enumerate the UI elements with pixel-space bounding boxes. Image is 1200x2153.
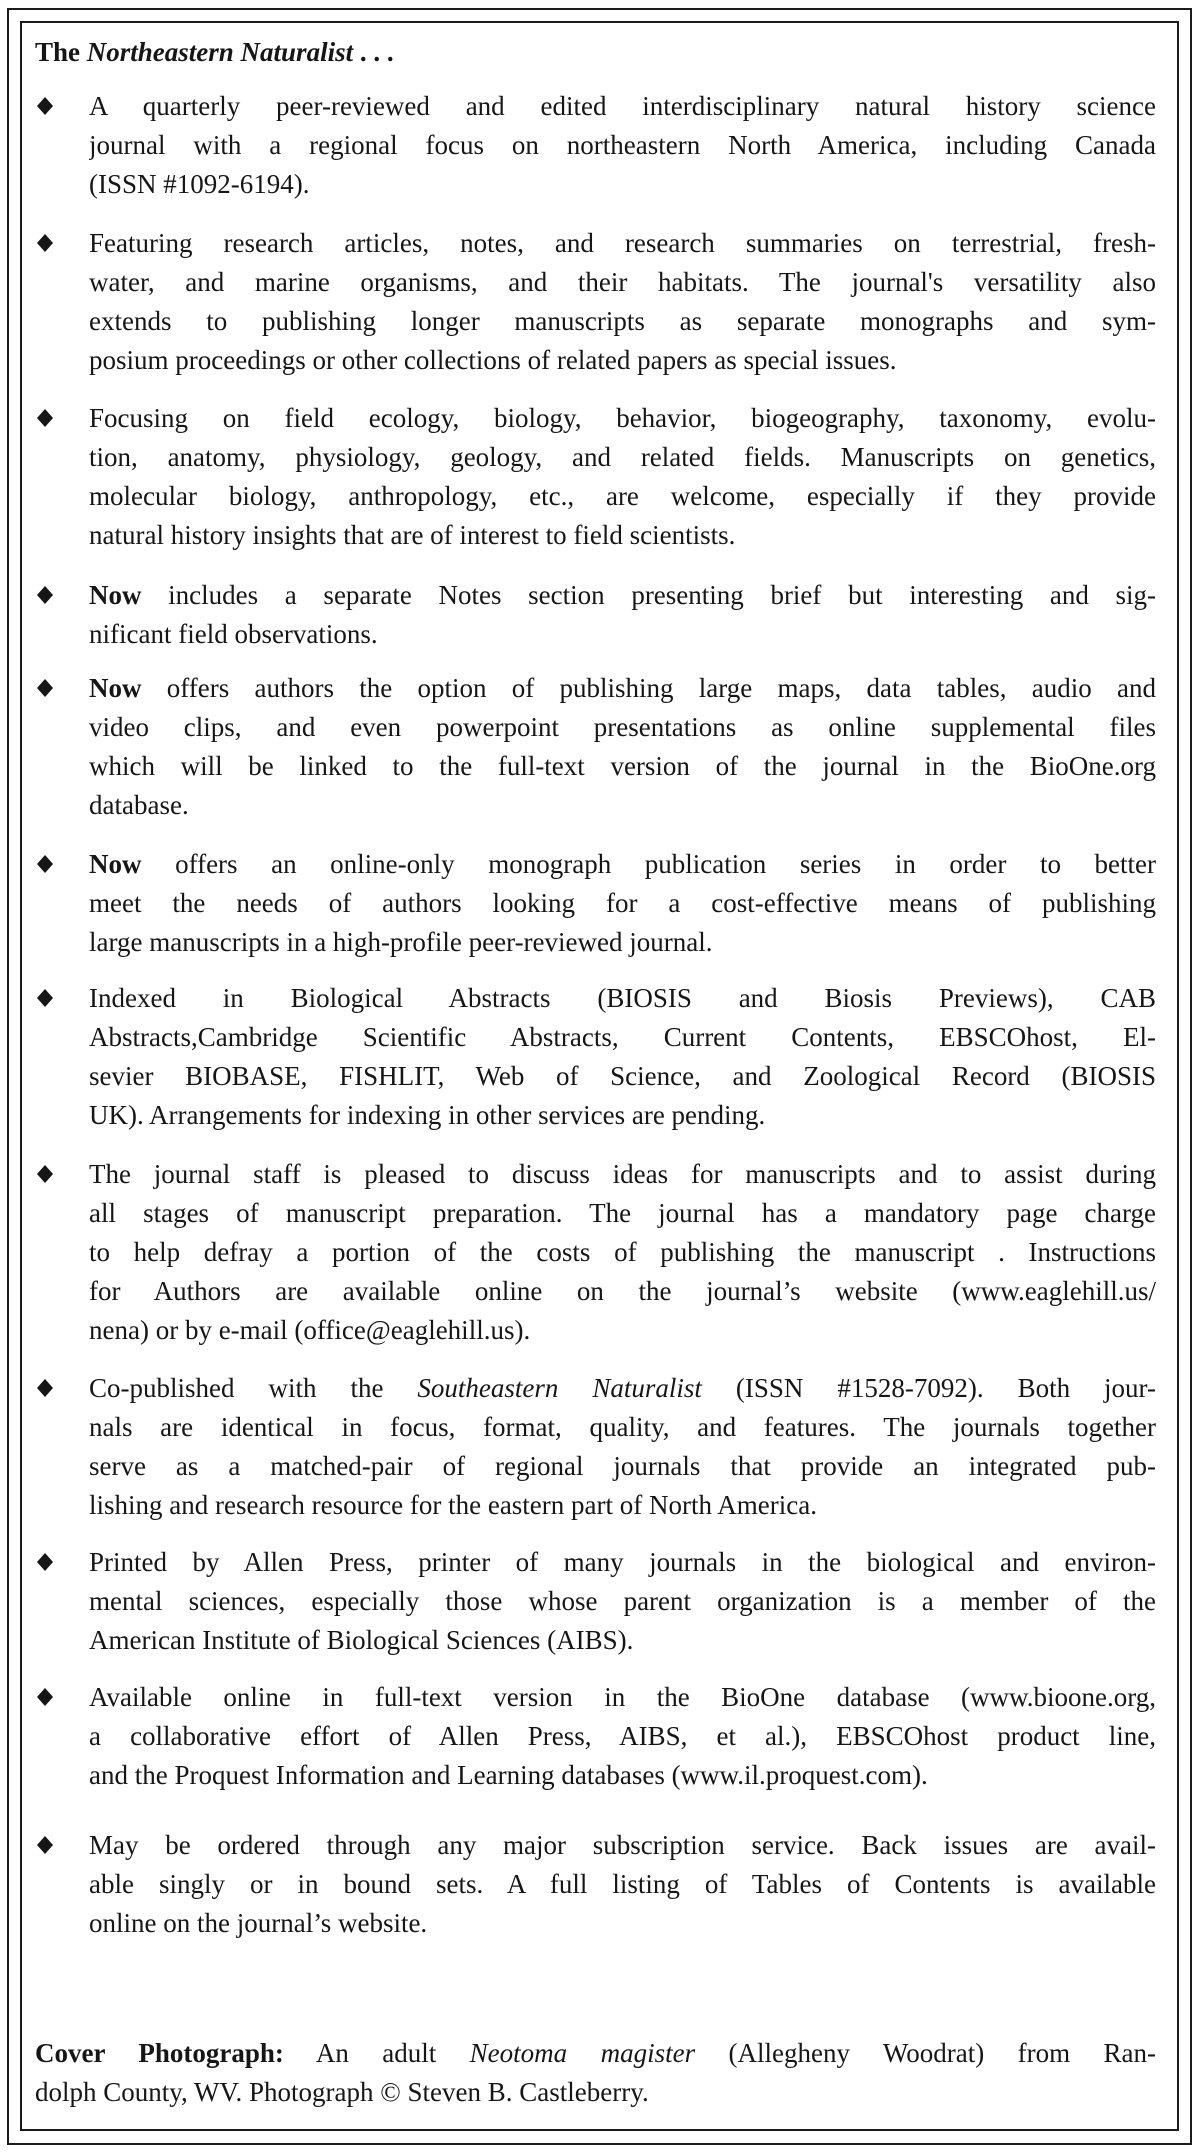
diamond-bullet-icon bbox=[36, 1553, 54, 1571]
text-line: serve as a matched-pair of regional journals that provide an integrated pub- bbox=[89, 1451, 1156, 1481]
diamond-bullet-icon bbox=[36, 989, 54, 1007]
text-line: nena) or by e-mail (office@eaglehill.us). bbox=[89, 1315, 531, 1345]
text-line: Available online in full-text version in the BioOne database (www.bioone.org, bbox=[89, 1682, 1156, 1712]
list-item-text bbox=[89, 1369, 1156, 1525]
text-line: Focusing on field ecology, biology, behavior, biogeography, taxonomy, evolu- bbox=[89, 403, 1156, 433]
text-line: mental sciences, especially those whose parent organization is a member of the bbox=[89, 1586, 1156, 1616]
list-item-text bbox=[89, 979, 1156, 1135]
text-line: nals are identical in focus, format, quality, and features. The journals together bbox=[89, 1412, 1156, 1442]
species-name: Neotoma magister bbox=[469, 2038, 696, 2068]
cover-caption-line-1 bbox=[35, 2034, 1156, 2073]
journal-name-italic: Southeastern Naturalist bbox=[417, 1373, 702, 1403]
text-line: natural history insights that are of interest to field scientists. bbox=[89, 520, 736, 550]
text-line: which will be linked to the full-text version of the journal in the BioOne.org bbox=[89, 751, 1156, 781]
text-line: journal with a regional focus on northeastern North America, including Canada bbox=[89, 130, 1156, 160]
text-line: Now includes a separate Notes section presenting brief but interesting and sig- bbox=[89, 580, 1156, 610]
text-line: Printed by Allen Press, printer of many journals in the biological and environ- bbox=[89, 1547, 1156, 1577]
text-line: video clips, and even powerpoint presentations as online supplemental files bbox=[89, 712, 1156, 742]
text-line: and the Proquest Information and Learning databases (www.il.proquest.com). bbox=[89, 1760, 928, 1790]
diamond-bullet-icon bbox=[36, 1836, 54, 1854]
emphasis-now: Now bbox=[89, 849, 142, 879]
title-ellipsis: . . . bbox=[353, 37, 394, 67]
text-line: sevier BIOBASE, FISHLIT, Web of Science, and Zoological Record (BIOSIS bbox=[89, 1061, 1156, 1091]
cover-caption-label: Cover Photograph: bbox=[35, 2038, 284, 2068]
diamond-bullet-icon bbox=[36, 234, 54, 252]
cover-caption-text: (Allegheny Woodrat) from Ran- bbox=[695, 2038, 1156, 2068]
text-line: Now offers an online-only monograph publication series in order to better bbox=[89, 849, 1156, 879]
cover-caption-text: An adult bbox=[283, 2038, 470, 2068]
text-line: extends to publishing longer manuscripts as separate monographs and sym- bbox=[89, 306, 1156, 336]
text-line: water, and marine organisms, and their habitats. The journal's versatility also bbox=[89, 267, 1156, 297]
text-line: able singly or in bound sets. A full listing of Tables of Contents is available bbox=[89, 1869, 1156, 1899]
text-line: Abstracts,Cambridge Scientific Abstracts, Current Contents, EBSCOhost, El- bbox=[89, 1022, 1156, 1052]
text-line: to help defray a portion of the costs of publishing the manuscript . Instructions bbox=[89, 1237, 1156, 1267]
list-item-text bbox=[89, 399, 1156, 555]
text-line: UK). Arrangements for indexing in other services are pending. bbox=[89, 1100, 766, 1130]
text-line: The journal staff is pleased to discuss ideas for manuscripts and to assist during bbox=[89, 1159, 1156, 1189]
title-prefix: The bbox=[35, 37, 81, 67]
list-item-text bbox=[89, 669, 1156, 825]
diamond-bullet-icon bbox=[36, 679, 54, 697]
text-line: Indexed in Biological Abstracts (BIOSIS and Biosis Previews), CAB bbox=[89, 983, 1156, 1013]
text-line: (ISSN #1092-6194). bbox=[89, 169, 310, 199]
list-item-text bbox=[89, 845, 1156, 962]
diamond-bullet-icon bbox=[36, 1165, 54, 1183]
text-line: lishing and research resource for the eastern part of North America. bbox=[89, 1490, 817, 1520]
diamond-bullet-icon bbox=[36, 1379, 54, 1397]
text-line: large manuscripts in a high-profile peer-reviewed journal. bbox=[89, 927, 713, 957]
list-item-text bbox=[89, 1678, 1156, 1795]
text-line: American Institute of Biological Sciences (AIBS). bbox=[89, 1625, 634, 1655]
list-item-text bbox=[89, 1543, 1156, 1660]
text-line: for Authors are available online on the journal’s website (www.eaglehill.us/ bbox=[89, 1276, 1156, 1306]
diamond-bullet-icon bbox=[36, 97, 54, 115]
text-line: online on the journal’s website. bbox=[89, 1908, 428, 1938]
text-line: meet the needs of authors looking for a cost-effective means of publishing bbox=[89, 888, 1156, 918]
text-line: A quarterly peer-reviewed and edited interdisciplinary natural history science bbox=[89, 91, 1156, 121]
diamond-bullet-icon bbox=[36, 855, 54, 873]
list-item-text bbox=[89, 224, 1156, 380]
text-line: nificant field observations. bbox=[89, 619, 378, 649]
list-item-text bbox=[89, 1826, 1156, 1943]
diamond-bullet-icon bbox=[36, 1688, 54, 1706]
page-title bbox=[35, 33, 394, 72]
text-line: molecular biology, anthropology, etc., are welcome, especially if they provide bbox=[89, 481, 1156, 511]
list-item-text bbox=[89, 576, 1156, 654]
journal-name: Northeastern Naturalist bbox=[86, 37, 354, 67]
cover-photograph-caption bbox=[35, 2034, 1156, 2112]
list-item-text bbox=[89, 87, 1156, 204]
text-line: tion, anatomy, physiology, geology, and related fields. Manuscripts on genetics, bbox=[89, 442, 1156, 472]
emphasis-now: Now bbox=[89, 673, 142, 703]
text-line: all stages of manuscript preparation. The journal has a mandatory page charge bbox=[89, 1198, 1156, 1228]
text-line: Co-published with the Southeastern Naturalist (ISSN #1528-7092). Both jour- bbox=[89, 1373, 1156, 1403]
emphasis-now: Now bbox=[89, 580, 142, 610]
text-line: May be ordered through any major subscription service. Back issues are avail- bbox=[89, 1830, 1156, 1860]
diamond-bullet-icon bbox=[36, 409, 54, 427]
text-line: posium proceedings or other collections of related papers as special issues. bbox=[89, 345, 897, 375]
text-line: Now offers authors the option of publishing large maps, data tables, audio and bbox=[89, 673, 1156, 703]
cover-caption-line-2: dolph County, WV. Photograph © Steven B. Castleberry. bbox=[35, 2077, 649, 2107]
text-line: Featuring research articles, notes, and research summaries on terrestrial, fresh- bbox=[89, 228, 1156, 258]
list-item-text bbox=[89, 1155, 1156, 1350]
text-line: database. bbox=[89, 790, 189, 820]
diamond-bullet-icon bbox=[36, 586, 54, 604]
text-line: a collaborative effort of Allen Press, AIBS, et al.), EBSCOhost product line, bbox=[89, 1721, 1156, 1751]
